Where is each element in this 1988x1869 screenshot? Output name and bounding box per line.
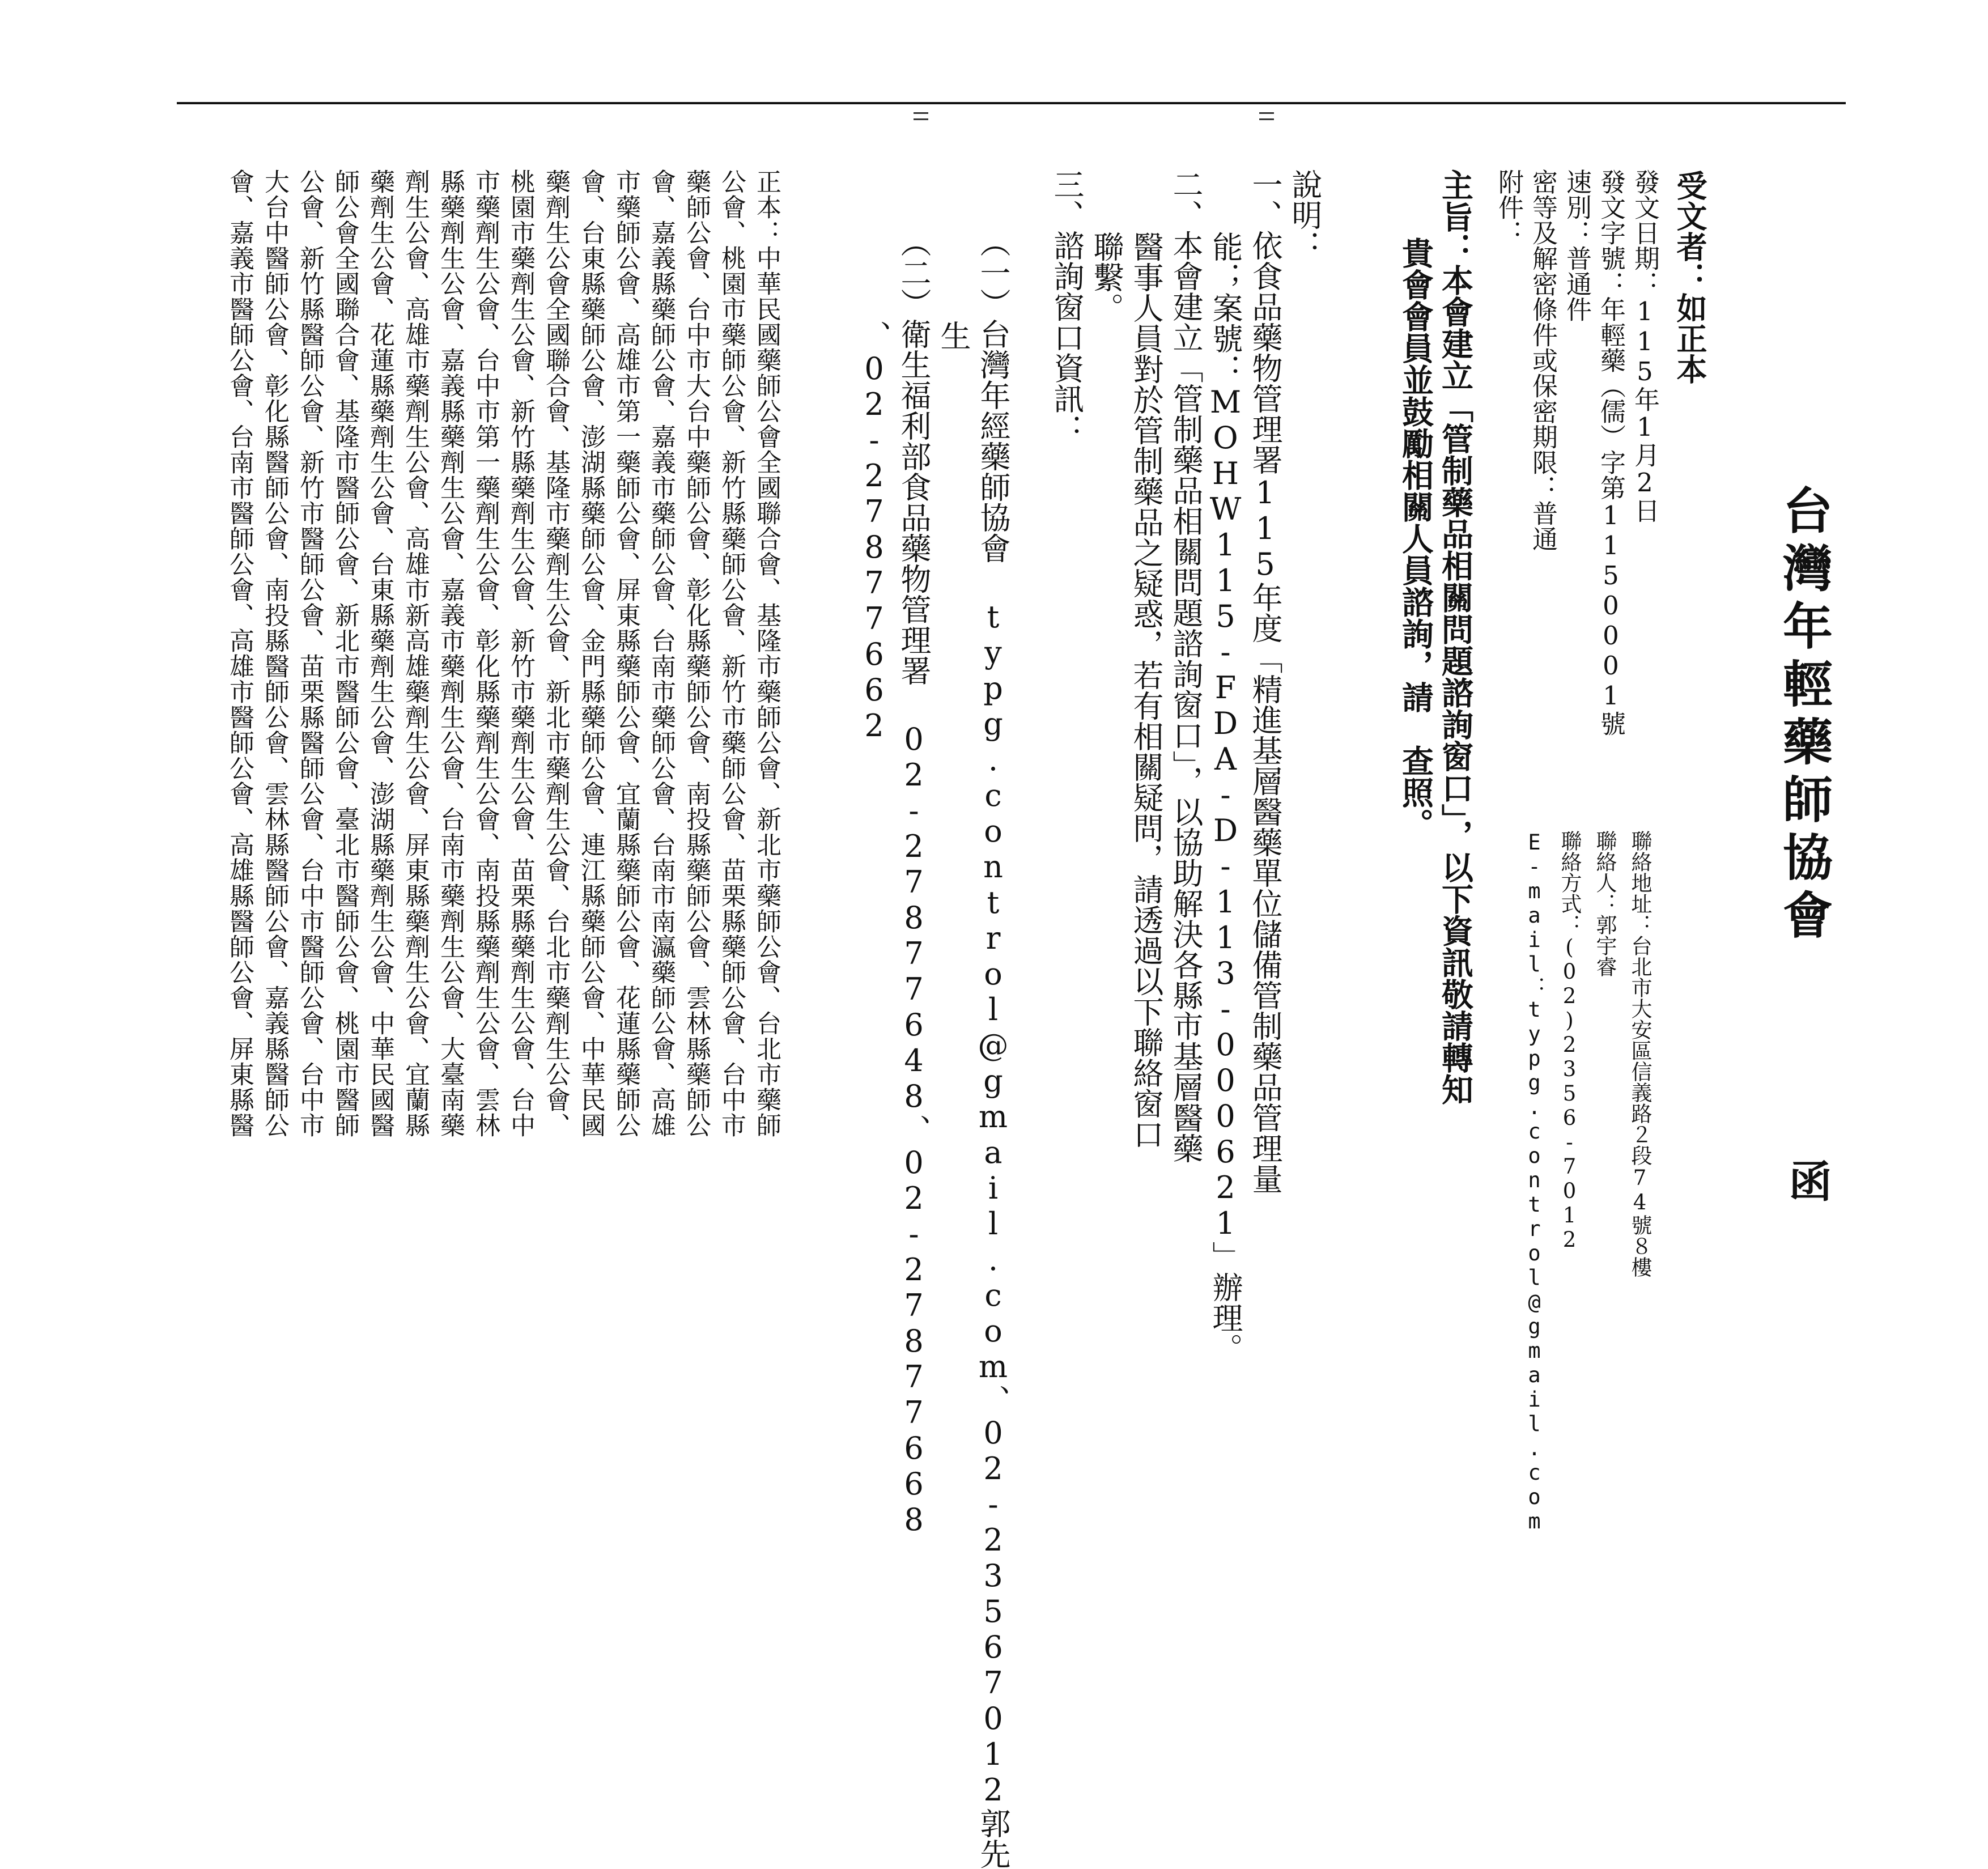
distribution-line: 劑生公會、高雄市藥劑生公會、高雄市新高雄藥劑生公會、屏東縣藥劑生公會、宜蘭縣 [401,169,430,1138]
scan-mark [1259,112,1274,120]
issue-date: 發文日期：115年1月2日 [1630,169,1660,523]
explanation-item-1-cont: 能；案號：MOHW115-FDA-D-113-000621」辦理。 [1208,231,1243,1363]
explanation-item-1: 一、依食品藥物管理署115年度「精進基層醫藥單位儲備管制藥品管理量 [1247,169,1283,1194]
distribution-line: 桃園市藥劑生公會、新竹縣藥劑生公會、新竹市藥劑生公會、苗栗縣藥劑生公會、台中 [506,169,535,1138]
distribution-line: 會、台東縣藥師公會、澎湖縣藥師公會、金門縣藥師公會、連江縣藥師公會、中華民國 [576,169,605,1138]
scan-mark [914,112,928,120]
contact-window-2-cont: 、02-27877662 [856,320,892,744]
subject-line-1: 主旨：本會建立「管制藥品相關問題諮詢窗口」，以下資訊敬請轉知 [1437,169,1474,1105]
explanation-header: 說明： [1287,169,1323,261]
distribution-line: 正本：中華民國藥師公會全國聯合會、基隆市藥師公會、新北市藥師公會、台北市藥師 [752,169,781,1138]
distribution-line: 師公會全國聯合會、基隆市醫師公會、新北市醫師公會、臺北市醫師公會、桃園市醫師 [330,169,359,1138]
distribution-line: 縣藥劑生公會、嘉義縣藥劑生公會、嘉義市藥劑生公會、台南市藥劑生公會、大臺南藥 [436,169,465,1138]
attachment-label: 附件： [1494,169,1524,245]
distribution-line: 公會、桃園市藥師公會、新竹縣藥師公會、新竹市藥師公會、苗栗縣藥師公會、台中市 [717,169,746,1138]
secrecy-level: 密等及解密條件或保密期限：普通 [1528,169,1558,551]
contact-window-1: （一）台灣年經藥師協會 typg.control@gmail.com、02-23567012郭先 [975,227,1011,1869]
contact-phone: 聯絡方式：(02)2356-7012 [1557,830,1582,1252]
explanation-item-3: 三、諮詢窗口資訊： [1049,169,1085,444]
document-number: 發文字號：年輕藥（儒）字第1150001號 [1596,169,1626,736]
contact-address: 聯絡地址：台北市大安區信義路２段74號８樓 [1628,830,1652,1277]
distribution-line: 藥劑生公會、花蓮縣藥劑生公會、台東縣藥劑生公會、澎湖縣藥劑生公會、中華民國醫 [366,169,394,1138]
explanation-item-2-cont: 聯繫。 [1089,231,1124,323]
recipient-line: 受文者：如正本 [1672,170,1708,384]
distribution-line: 會、嘉義市醫師公會、台南市醫師公會、高雄市醫師公會、高雄縣醫師公會、屏東縣醫 [225,169,254,1138]
distribution-line: 市藥劑生公會、台中市第一藥劑生公會、彰化縣藥劑生公會、南投縣藥劑生公會、雲林 [471,169,500,1138]
contact-person: 聯絡人：郭宇睿 [1592,830,1617,977]
distribution-line: 藥師公會、台中市大台中藥師公會、彰化縣藥師公會、南投縣藥師公會、雲林縣藥師公 [682,169,711,1138]
distribution-line: 市藥師公會、高雄市第一藥師公會、屏東縣藥師公會、宜蘭縣藥師公會、花蓮縣藥師公 [611,169,640,1138]
delivery-speed: 速別：普通件 [1562,169,1592,322]
document-type: 函 [1782,1159,1832,1202]
distribution-line: 公會、新竹縣醫師公會、新竹市醫師公會、苗栗縣醫師公會、台中市醫師公會、台中市 [295,169,324,1138]
explanation-item-2-cont: 醫事人員對於管制藥品之疑惑，若有相關疑問，請透過以下聯絡窗口 [1128,231,1164,1149]
contact-window-2: （二）衛生福利部食品藥物管理署 02-27877648、02-27877668 [896,227,932,1537]
subject-line-2: 貴會會員並鼓勵相關人員諮詢，請 查照。 [1397,237,1434,840]
header-divider [177,102,1846,104]
distribution-line: 藥劑生公會全國聯合會、基隆市藥劑生公會、新北市藥劑生公會、台北市藥劑生公會、 [541,169,570,1138]
contact-email: E-mail：typg.control@gmail.com [1522,830,1547,1534]
explanation-item-2: 二、本會建立「管制藥品相關問題諮詢窗口」，以協助解決各縣市基層醫藥 [1168,169,1204,1163]
contact-window-1-cont: 生 [936,320,971,351]
organization-name: 台灣年輕藥師協會 [1775,485,1834,947]
distribution-line: 會、嘉義縣藥師公會、嘉義市藥師公會、台南市藥師公會、台南市南瀛藥師公會、高雄 [647,169,676,1138]
distribution-line: 大台中醫師公會、彰化縣醫師公會、南投縣醫師公會、雲林縣醫師公會、嘉義縣醫師公 [260,169,289,1138]
